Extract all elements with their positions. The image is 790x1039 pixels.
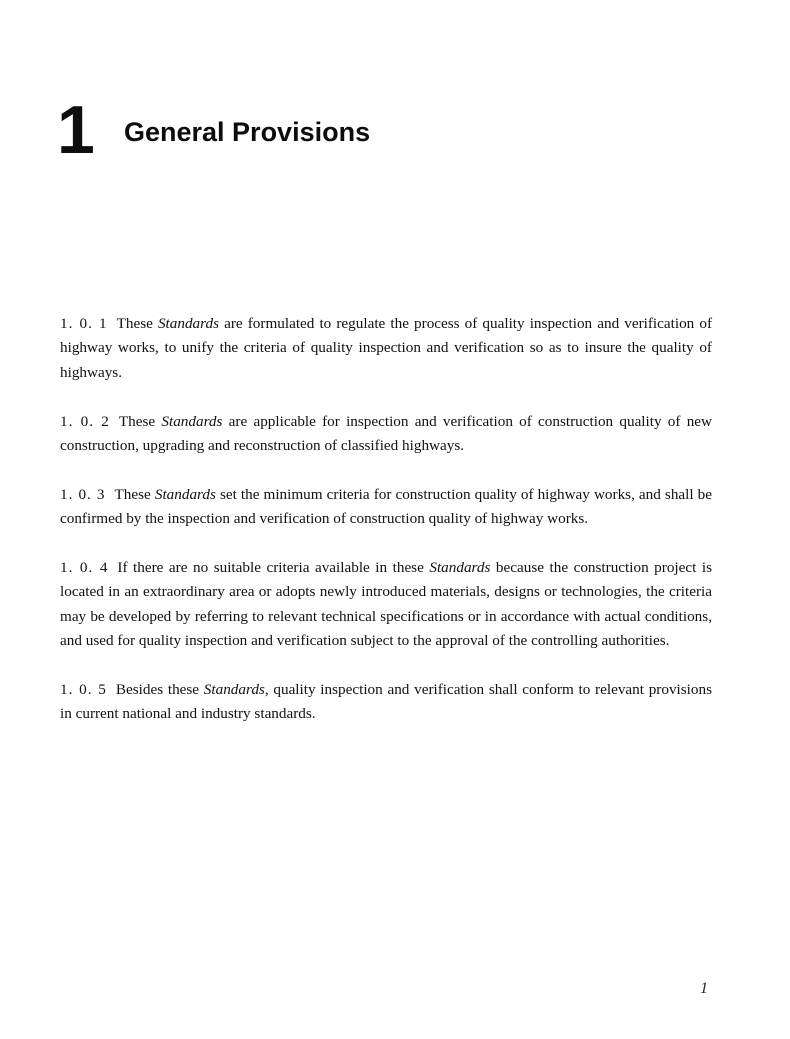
clause-text-before: Besides these (115, 681, 204, 699)
clause-list (60, 312, 712, 751)
chapter-title: General Provisions (124, 117, 371, 147)
clause-text-after: , quality inspection and verification shall conform to relevant provisions in current national and industry standards. (60, 681, 712, 723)
clause-number: 1. 0. 3 (60, 485, 106, 503)
clause-1-0-4 (60, 556, 712, 654)
chapter-number: 1 (57, 92, 93, 168)
clause-emphasis: Standards (154, 485, 216, 503)
clause-number: 1. 0. 5 (60, 681, 107, 699)
clause-text-before: If there are no suitable criteria available in these (117, 559, 430, 577)
clause-text-before: These (118, 412, 162, 430)
clause-1-0-2 (60, 410, 712, 459)
clause-text-after: are applicable for inspection and verification of construction quality of new construction, upgrading and reconstruction of classified highways. (60, 412, 713, 455)
clause-text-before: These (114, 485, 155, 503)
clause-1-0-5 (60, 678, 712, 727)
clause-text-after: set the minimum criteria for construction quality of highway works, and shall be confirmed by the inspection and verification of construction quality of highway works. (60, 485, 713, 528)
clause-text-before: These (116, 315, 158, 332)
clause-text-after: because the construction project is located in an extraordinary area or adopts newly introduced materials, designs or technologies, the criteria may be developed by referring to relevant technical specifications or in accordance with actual conditions, and used for quality inspection and verification subject to the approval of the controlling authorities. (60, 559, 712, 650)
clause-emphasis: Standards (157, 315, 219, 332)
clause-emphasis: Standards (429, 559, 491, 577)
clause-emphasis: Standards (203, 681, 265, 699)
clause-number: 1. 0. 4 (60, 559, 109, 577)
clause-number: 1. 0. 1 (60, 315, 108, 332)
clause-number: 1. 0. 2 (60, 412, 110, 430)
clause-emphasis: Standards (161, 412, 223, 430)
page-number: 1 (700, 980, 708, 997)
clause-1-0-3 (60, 483, 712, 532)
clause-text-after: are formulated to regulate the process of quality inspection and verification of highway works, to unify the criteria of quality inspection and verification so as to insure the quality of highways. (60, 315, 713, 381)
clause-1-0-1 (60, 312, 712, 385)
